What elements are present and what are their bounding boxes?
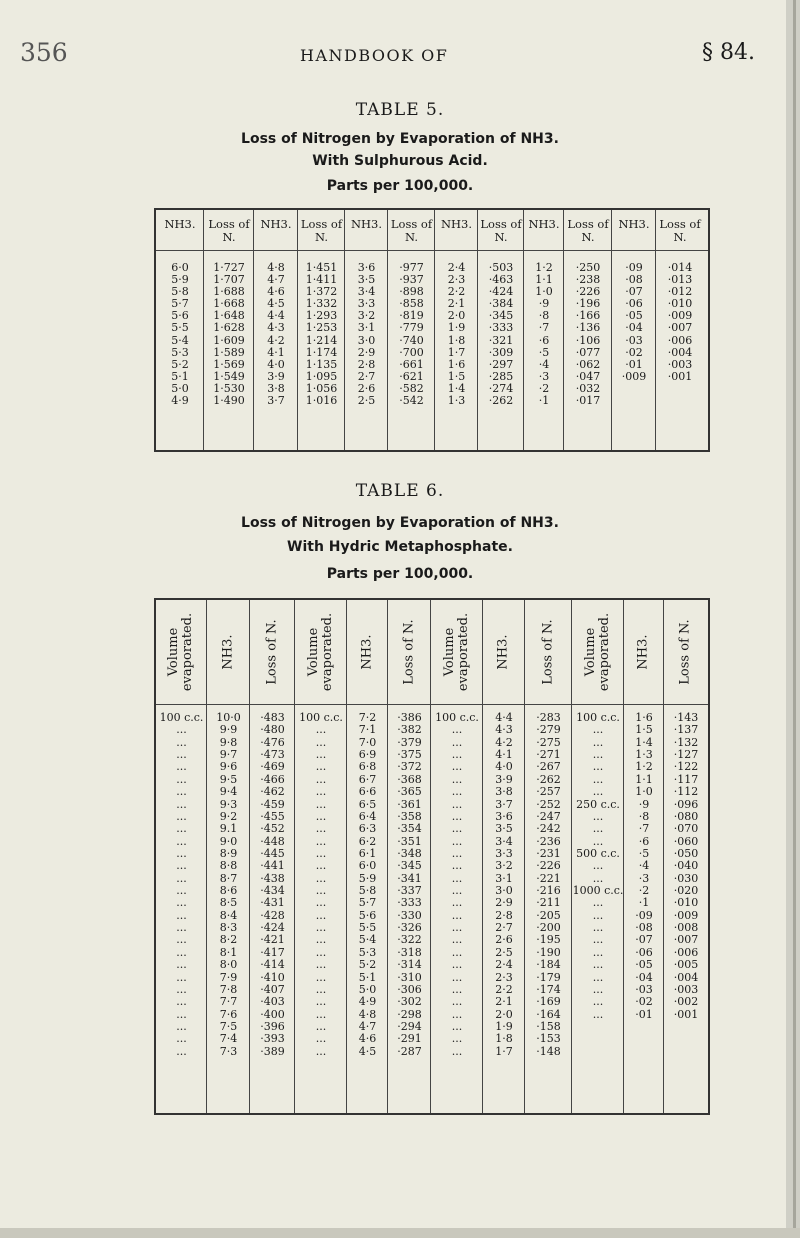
table6-column-values: 1·6 1·5 1·4 1·3 1·2 1·1 1·0 ·9 ·8 ·7 ·6 ·5 ·4 ·3 ·2 ·1 ·09 ·08 ·07 ·06 ·05 ·04 ·03 ·02 ·01 xyxy=(635,711,653,1021)
table5-subtitle: Loss of Nitrogen by Evaporation of NH3. xyxy=(241,131,559,147)
table5-column-header: Loss of N. xyxy=(659,217,701,244)
table5-column-header: Loss of N. xyxy=(390,217,433,244)
table5-header-rule xyxy=(156,250,708,251)
table5-column-values: ·503 ·463 ·424 ·384 ·345 ·333 ·321 ·309 ·297 ·285 ·274 ·262 xyxy=(488,261,514,408)
table5-column-values: 3·6 3·5 3·4 3·3 3·2 3·1 3·0 2·9 2·8 2·7 2·6 2·5 xyxy=(357,261,376,408)
table6-column-values: ·283 ·279 ·275 ·271 ·267 ·262 ·257 ·252 ·247 ·242 ·236 ·231 ·226 ·221 ·216 ·211 ·205 ·200 ·195 ·190 ·184 ·179 ·174 ·169 ·164 ·158 ·153 ·148 xyxy=(536,711,561,1058)
table6-header-rule xyxy=(156,704,708,705)
table6-column-values: 100 c.c. ... ... ... ... ... ... 250 c.c. ... ... ... 500 c.c. ... ... 1000 c.c. ... ... ... ... ... ... ... ... ... ... xyxy=(572,711,624,1021)
table6-subtitle-reagent: With Hydric Metaphosphate. xyxy=(287,539,513,555)
table5-column-values: ·014 ·013 ·012 ·010 ·009 ·007 ·006 ·004 ·003 ·001 xyxy=(667,261,693,383)
table5-column-header: Loss of N. xyxy=(567,217,609,244)
table6-column-values: 100 c.c. ... ... ... ... ... ... ... ... ... ... ... ... ... ... ... ... ... ... ... ... ... ... ... ... ... ... ... xyxy=(159,711,204,1058)
table6-column-header: Loss of N. xyxy=(264,619,280,685)
table5-column-header: NH3. xyxy=(618,217,650,231)
table5-column-values: 1·2 1·1 1·0 ·9 ·8 ·7 ·6 ·5 ·4 ·3 ·2 ·1 xyxy=(535,261,553,408)
section-number: § 84. xyxy=(702,40,755,65)
table5-column-values: 1·727 1·707 1·688 1·668 1·648 1·628 1·609 1·589 1·569 1·549 1·530 1·490 xyxy=(213,261,245,408)
table6-column-header: NH3. xyxy=(220,634,236,670)
table6-title: TABLE 6. xyxy=(355,481,445,501)
table6-column-values: 4·4 4·3 4·2 4·1 4·0 3·9 3·8 3·7 3·6 3·5 3·4 3·3 3·2 3·1 3·0 2·9 2·8 2·7 2·6 2·5 2·4 2·3 2·2 2·1 2·0 1·9 1·8 1·7 xyxy=(495,711,513,1058)
table5-column-values: 1·451 1·411 1·372 1·332 1·293 1·253 1·214 1·174 1·135 1·095 1·056 1·016 xyxy=(305,261,338,408)
table5-column-header: NH3. xyxy=(260,217,292,231)
table5-subtitle-reagent: With Sulphurous Acid. xyxy=(312,153,488,169)
table6-column-values: 100 c.c. ... ... ... ... ... ... ... ... ... ... ... ... ... ... ... ... ... ... ... ... ... ... ... ... ... ... ... xyxy=(435,711,479,1058)
table6-column-header: Loss of N. xyxy=(678,619,694,685)
table6-column-values: ·386 ·382 ·379 ·375 ·372 ·368 ·365 ·361 ·358 ·354 ·351 ·348 ·345 ·341 ·337 ·333 ·330 ·326 ·322 ·318 ·314 ·310 ·306 ·302 ·298 ·294 ·291 ·287 xyxy=(397,711,422,1058)
table5-column-values: ·250 ·238 ·226 ·196 ·166 ·136 ·106 ·077 ·062 ·047 ·032 ·017 xyxy=(575,261,601,408)
table5-column-values: 6·0 5·9 5·8 5·7 5·6 5·5 5·4 5·3 5·2 5·1 5·0 4·9 xyxy=(171,261,189,408)
table6-column-header: Volume evaporated. xyxy=(442,612,471,692)
table6 xyxy=(154,598,710,1115)
table5-column-header: NH3. xyxy=(350,217,383,231)
table6-column-values: 10·0 9·9 9·8 9·7 9·6 9·5 9·4 9·3 9·2 9.1 9·0 8·9 8·8 8·7 8·6 8·5 8·4 8·3 8·2 8·1 8·0 7·9 7·8 7·7 7·6 7·5 7·4 7·3 xyxy=(216,711,241,1058)
table6-column-header: Loss of N. xyxy=(540,619,556,685)
table5-subtitle-units: Parts per 100,000. xyxy=(326,178,474,194)
page-bottom-edge xyxy=(0,1228,800,1238)
running-title: HANDBOOK OF xyxy=(300,46,449,65)
table6-column-header: Volume evaporated. xyxy=(583,612,612,692)
page-number: 356 xyxy=(20,38,68,67)
running-header xyxy=(0,38,760,68)
table5-column-header: Loss of N. xyxy=(300,217,343,244)
table5-column-values: ·977 ·937 ·898 ·858 ·819 ·779 ·740 ·700 ·661 ·621 ·582 ·542 xyxy=(399,261,424,408)
table6-column-header: NH3. xyxy=(496,634,511,670)
table6-subtitle-units: Parts per 100,000. xyxy=(326,566,474,582)
table5-title: TABLE 5. xyxy=(355,100,445,120)
table5-column-header: NH3. xyxy=(528,217,560,231)
table6-column-values: 7·2 7·1 7·0 6·9 6·8 6·7 6·6 6·5 6·4 6·3 6·2 6·1 6·0 5·9 5·8 5·7 5·6 5·5 5·4 5·3 5·2 5·1 5·0 4·9 4·8 4·7 4·6 4·5 xyxy=(358,711,377,1058)
table5-column-header: Loss of N. xyxy=(480,217,522,244)
table6-column-values: ·143 ·137 ·132 ·127 ·122 ·117 ·112 ·096 ·080 ·070 ·060 ·050 ·040 ·030 ·020 ·010 ·009 ·008 ·007 ·006 ·005 ·004 ·003 ·002 ·001 xyxy=(673,711,699,1021)
table6-column-header: Volume evaporated. xyxy=(166,612,196,692)
table5-column-header: NH3. xyxy=(440,217,473,231)
table5-column-header: NH3. xyxy=(164,217,196,231)
table6-subtitle: Loss of Nitrogen by Evaporation of NH3. xyxy=(241,515,559,531)
table5 xyxy=(154,208,710,452)
table6-column-header: Loss of N. xyxy=(401,619,417,685)
table5-column-values: ·09 ·08 ·07 ·06 ·05 ·04 ·03 ·02 ·01 ·009 xyxy=(621,261,647,383)
table6-column-header: NH3. xyxy=(359,634,375,670)
table5-column-values: 2·4 2·3 2·2 2·1 2·0 1·9 1·8 1·7 1·6 1·5 1·4 1·3 xyxy=(447,261,466,408)
table6-column-header: NH3. xyxy=(636,634,651,670)
table6-column-values: 100 c.c. ... ... ... ... ... ... ... ... ... ... ... ... ... ... ... ... ... ... ... ... ... ... ... ... ... ... ... xyxy=(299,711,343,1058)
table6-column-values: ·483 ·480 ·476 ·473 ·469 ·466 ·462 ·459 ·455 ·452 ·448 ·445 ·441 ·438 ·434 ·431 ·428 ·424 ·421 ·417 ·414 ·410 ·407 ·403 ·400 ·396 ·393 ·389 xyxy=(260,711,285,1058)
table6-column-header: Volume evaporated. xyxy=(306,612,335,692)
table5-column-header: Loss of N. xyxy=(208,217,250,244)
table5-column-values: 4·8 4·7 4·6 4·5 4·4 4·3 4·2 4·1 4·0 3·9 3·8 3·7 xyxy=(267,261,285,408)
